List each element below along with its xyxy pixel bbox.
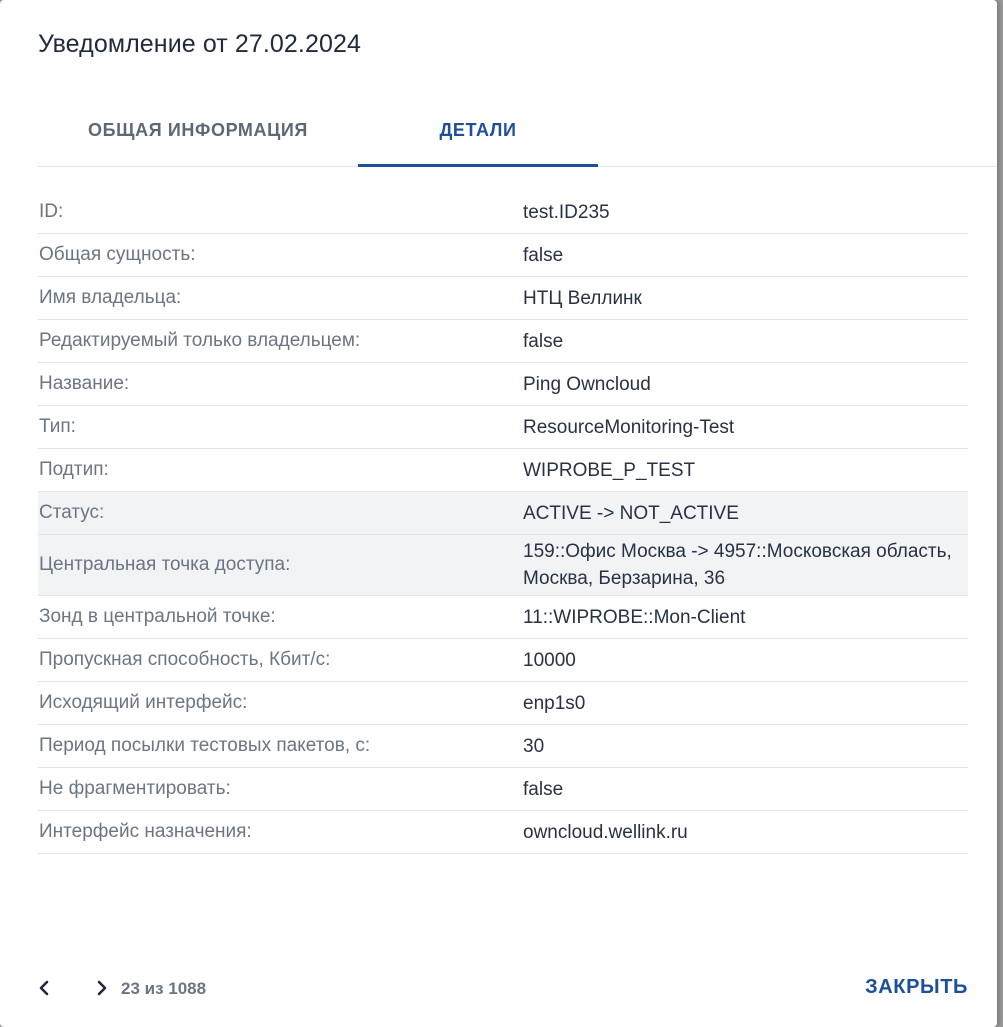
detail-value: ResourceMonitoring-Test [523,416,735,438]
detail-label: Тип: [39,416,76,437]
detail-row-destination-interface [38,811,968,854]
detail-row-status [38,492,968,535]
detail-row-id [38,191,968,234]
detail-label: ID: [39,201,64,222]
detail-row-probe [38,596,968,639]
detail-label: Подтип: [39,459,109,480]
chevron-left-icon [32,974,56,1002]
detail-value: 11::WIPROBE::Mon-Client [523,606,746,628]
detail-label: Имя владельца: [39,287,182,308]
detail-value: false [523,330,564,352]
detail-row-owner-editable [38,320,968,363]
tab-details[interactable]: ДЕТАЛИ [358,96,598,166]
detail-row-outgoing-interface [38,682,968,725]
detail-value: false [523,778,564,800]
detail-row-type [38,406,968,449]
dialog-footer [0,968,997,1012]
detail-label: Название: [39,373,130,394]
detail-value: ACTIVE -> NOT_ACTIVE [523,502,739,524]
tab-bar [38,96,997,167]
detail-value: false [523,244,564,266]
detail-label: Центральная точка доступа: [39,554,291,575]
detail-value: НТЦ Веллинк [523,287,642,309]
detail-label: Зонд в центральной точке: [39,606,276,627]
details-table [38,191,968,854]
chevron-right-icon [90,974,114,1002]
detail-value: enp1s0 [523,692,586,714]
dialog-title: Уведомление от 27.02.2024 [38,30,361,58]
page-counter: 23 из 1088 [121,979,207,998]
detail-label: Не фрагментировать: [39,778,231,799]
detail-label: Исходящий интерфейс: [39,692,248,713]
tab-general-info[interactable]: ОБЩАЯ ИНФОРМАЦИЯ [88,120,308,140]
close-button[interactable]: ЗАКРЫТЬ [865,976,968,998]
detail-row-dont-fragment [38,768,968,811]
previous-button[interactable] [32,974,56,1002]
detail-label: Статус: [39,502,105,523]
detail-value: 10000 [523,649,576,671]
detail-label: Редактируемый только владельцем: [39,330,361,351]
detail-row-name [38,363,968,406]
detail-label: Пропускная способность, Кбит/с: [39,649,331,670]
detail-label: Общая сущность: [39,244,196,265]
detail-row-bandwidth [38,639,968,682]
detail-value: test.ID235 [523,201,610,223]
next-button[interactable] [90,974,114,1002]
detail-value: Ping Owncloud [523,373,651,395]
detail-row-central-access-point [38,535,968,596]
detail-row-test-period [38,725,968,768]
detail-label: Интерфейс назначения: [39,821,252,842]
detail-row-owner [38,277,968,320]
detail-value: 159::Офис Москва -> 4957::Московская область, Москва, Берзарина, 36 [523,541,952,589]
detail-value: 30 [523,735,545,757]
detail-row-subtype [38,449,968,492]
detail-value: owncloud.wellink.ru [523,821,688,843]
detail-label: Период посылки тестовых пакетов, с: [39,735,371,756]
detail-row-shared [38,234,968,277]
detail-value: WIPROBE_P_TEST [523,459,696,481]
